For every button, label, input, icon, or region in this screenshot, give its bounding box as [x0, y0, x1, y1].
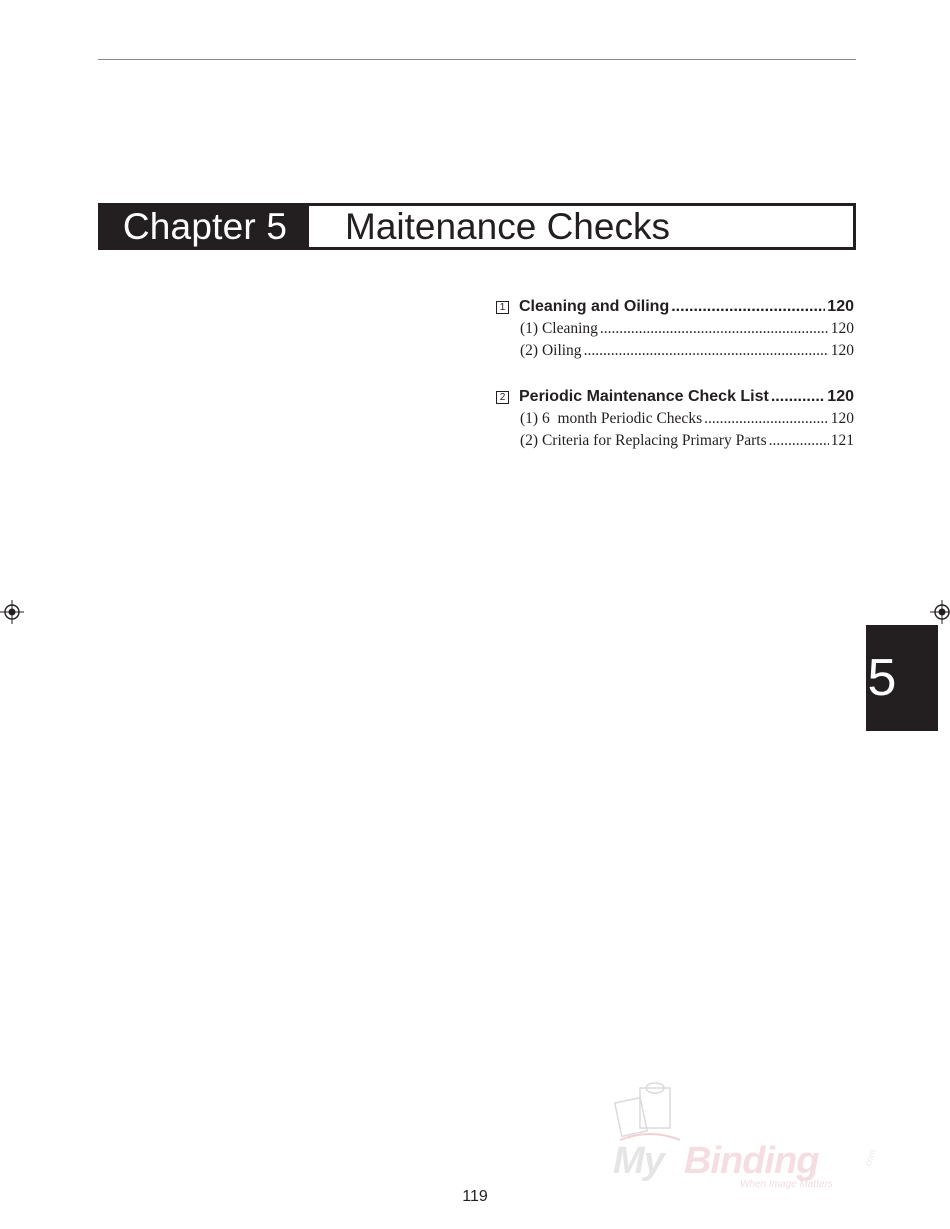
toc-subentry-cleaning[interactable] — [520, 318, 856, 340]
toc-subentry-page: 121 — [830, 432, 854, 449]
section-number-box: 1 — [496, 301, 509, 314]
toc-subentry-label: (2) Criteria for Replacing Primary Parts — [520, 432, 767, 449]
top-rule — [98, 59, 856, 60]
dot-leader — [771, 386, 825, 408]
dot-leader — [584, 340, 829, 362]
dot-leader — [704, 408, 829, 430]
page-number: 119 — [462, 1188, 488, 1205]
watermark-dotcom: .com — [861, 1148, 878, 1170]
toc-entry-title: Periodic Maintenance Check List — [519, 388, 769, 405]
toc-entry-page: 120 — [827, 298, 854, 315]
toc-entry-periodic-maintenance[interactable] — [496, 386, 856, 408]
toc-subentry-oiling[interactable] — [520, 340, 856, 362]
toc-subentry-replacing-parts[interactable] — [520, 430, 856, 452]
toc-subentry-label: (1) Cleaning — [520, 320, 598, 337]
chapter-side-tab-number: 5 — [867, 649, 897, 707]
binding-logo-icon — [610, 1078, 700, 1148]
chapter-header — [98, 203, 856, 250]
chapter-label: Chapter 5 — [101, 206, 309, 247]
toc-entry-title: Cleaning and Oiling — [519, 298, 670, 315]
toc-entry-page: 120 — [827, 388, 854, 405]
dot-leader — [769, 430, 829, 452]
registration-mark-icon — [930, 600, 950, 624]
toc-entry-cleaning-and-oiling[interactable] — [496, 296, 856, 318]
toc-subentry-label: (1) 6 month Periodic Checks — [520, 410, 703, 427]
toc-subentry-label: (2) Oiling — [520, 342, 582, 359]
chapter-title: Maitenance Checks — [345, 206, 670, 247]
watermark-brand-my: My — [613, 1140, 664, 1182]
watermark-brand-binding: Binding — [684, 1140, 819, 1182]
toc-section — [496, 386, 856, 452]
watermark-tagline: When Image Matters — [740, 1179, 833, 1190]
table-of-contents — [496, 296, 856, 476]
toc-subentry-page: 120 — [830, 342, 854, 359]
toc-section — [496, 296, 856, 362]
dot-leader — [600, 318, 829, 340]
toc-subentry-page: 120 — [830, 320, 854, 337]
section-number-box: 2 — [496, 391, 509, 404]
watermark — [610, 1078, 885, 1198]
registration-mark-icon — [0, 600, 24, 624]
dot-leader — [671, 296, 825, 318]
toc-subentry-6-month-checks[interactable] — [520, 408, 856, 430]
toc-subentry-page: 120 — [830, 410, 854, 427]
chapter-side-tab — [866, 625, 938, 731]
